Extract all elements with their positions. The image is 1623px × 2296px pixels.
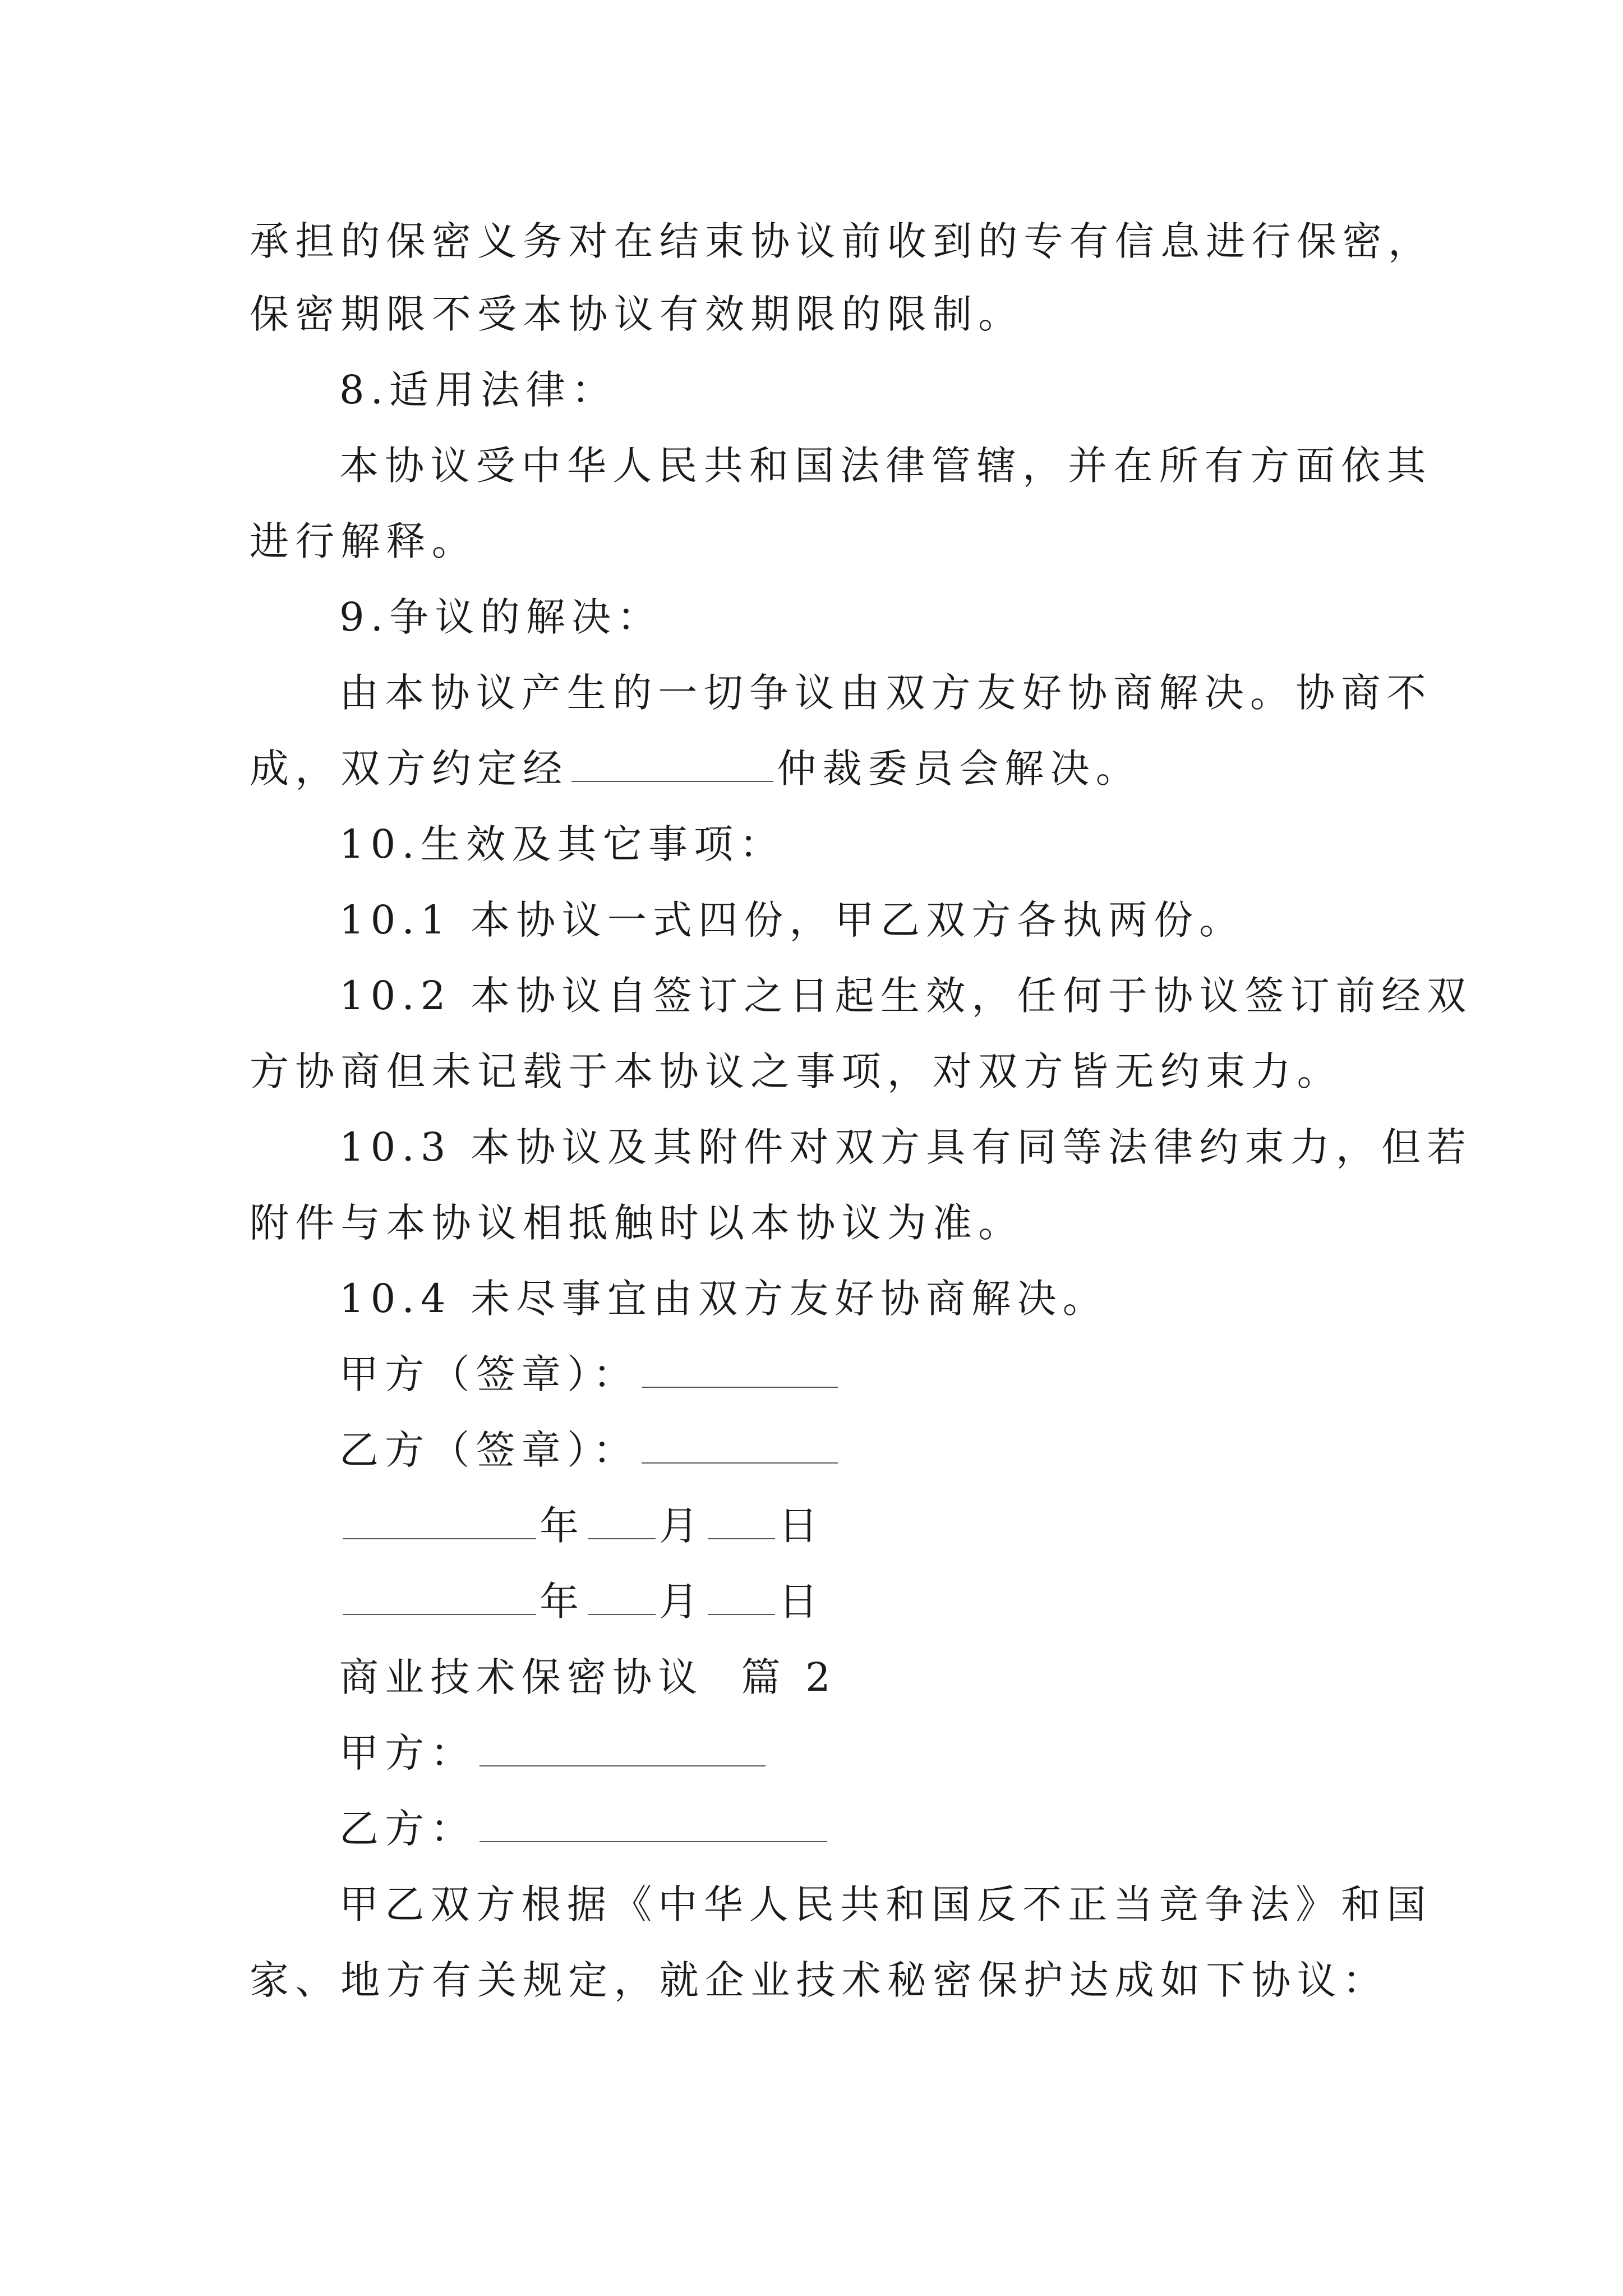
- paragraph-line: 进行解释。: [250, 518, 477, 564]
- date-line: [339, 1573, 1478, 1630]
- party-a-line: [339, 1725, 1478, 1781]
- year-label: 年: [540, 1503, 585, 1549]
- month-label: 月: [659, 1579, 705, 1625]
- paragraph-line: [250, 740, 1388, 797]
- date-line: [339, 1498, 1478, 1554]
- paragraph-line: 家、地方有关规定，就企业技术秘密保护达成如下协议：: [250, 1957, 1388, 2003]
- fill-in-blank: [571, 747, 773, 782]
- day-blank: [708, 1580, 775, 1615]
- month-blank: [588, 1504, 656, 1539]
- signature-label: 甲方（签章）：: [339, 1351, 639, 1397]
- signature-label: 乙方（签章）：: [339, 1427, 639, 1473]
- paragraph-line: 由本协议产生的一切争议由双方友好协商解决。协商不: [339, 670, 1432, 716]
- text-segment: 仲裁委员会解决。: [777, 746, 1142, 792]
- paragraph-line: 10.2 本协议自签订之日起生效，任何于协议签订前经双: [339, 973, 1473, 1019]
- paragraph-line: 10.4 未尽事宜由双方友好协商解决。: [339, 1276, 1108, 1322]
- paragraph-line: 本协议受中华人民共和国法律管辖，并在所有方面依其: [339, 443, 1432, 489]
- paragraph-line: 承担的保密义务对在结束协议前收到的专有信息进行保密，: [250, 218, 1434, 264]
- signature-party-a: [339, 1346, 1478, 1402]
- section-heading: 9.争议的解决：: [339, 594, 663, 640]
- day-blank: [708, 1504, 775, 1539]
- paragraph-line: 方协商但未记载于本协议之事项，对双方皆无约束力。: [250, 1048, 1343, 1094]
- paragraph-line: 保密期限不受本协议有效期限的限制。: [250, 291, 1024, 337]
- party-blank: [479, 1807, 827, 1842]
- party-label: 乙方：: [339, 1806, 476, 1852]
- party-blank: [479, 1732, 766, 1766]
- section-heading: 8.适用法律：: [339, 367, 617, 413]
- party-label: 甲方：: [339, 1730, 476, 1776]
- section-title: 商业技术保密协议 篇 2: [339, 1654, 837, 1700]
- signature-blank: [642, 1429, 838, 1464]
- party-b-line: [339, 1801, 1478, 1857]
- signature-blank: [642, 1353, 838, 1388]
- year-blank: [343, 1504, 536, 1539]
- year-label: 年: [540, 1579, 585, 1625]
- year-blank: [343, 1580, 536, 1615]
- day-label: 日: [778, 1503, 824, 1549]
- paragraph-line: 10.1 本协议一式四份，甲乙双方各执两份。: [339, 897, 1245, 943]
- paragraph-line: 甲乙双方根据《中华人民共和国反不正当竞争法》和国: [339, 1881, 1432, 1927]
- signature-party-b: [339, 1422, 1478, 1478]
- paragraph-line: 附件与本协议相抵触时以本协议为准。: [250, 1200, 1024, 1246]
- month-label: 月: [659, 1503, 705, 1549]
- day-label: 日: [778, 1579, 824, 1625]
- month-blank: [588, 1580, 656, 1615]
- paragraph-line: 10.3 本协议及其附件对双方具有同等法律约束力，但若: [339, 1124, 1473, 1170]
- text-segment: 成，双方约定经: [250, 746, 569, 792]
- section-heading: 10.生效及其它事项：: [339, 821, 785, 867]
